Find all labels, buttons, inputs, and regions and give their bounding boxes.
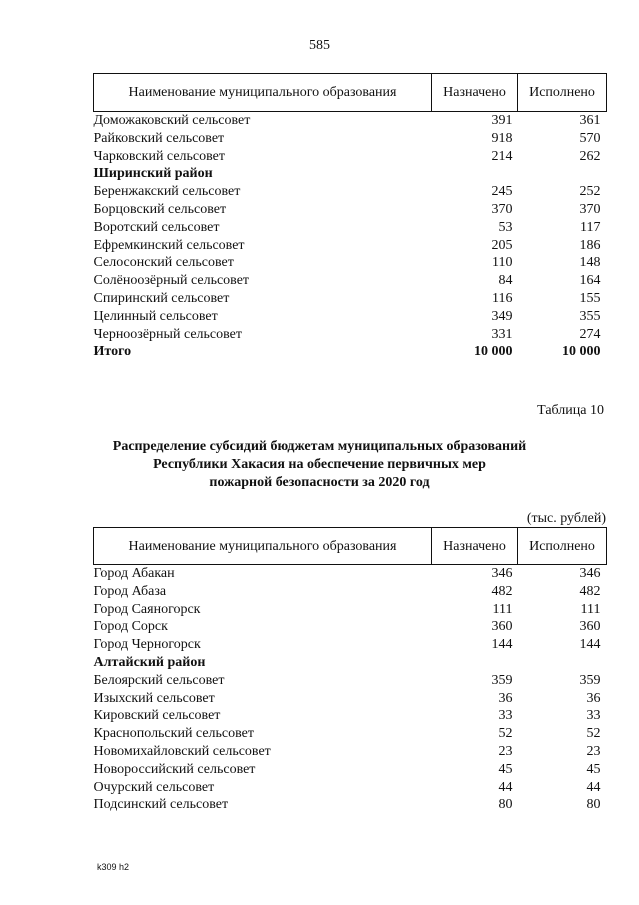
table-row: [94, 618, 607, 636]
row-executed: 23: [586, 743, 601, 759]
row-assigned: 918: [491, 130, 513, 146]
row-executed: 346: [579, 566, 601, 581]
row-name: Город Черногорск: [93, 637, 201, 653]
row-executed: 252: [579, 184, 601, 200]
table-row: [94, 725, 607, 743]
row-assigned: 10 000: [474, 344, 513, 360]
row-assigned: 52: [498, 726, 513, 742]
subsidy-table-continued: [93, 73, 607, 361]
table-row: [94, 690, 607, 708]
row-executed: 117: [580, 219, 601, 235]
row-name: Город Абаза: [93, 583, 167, 599]
row-assigned: 111: [492, 601, 513, 617]
table-body: [94, 112, 607, 362]
row-name: Итого: [93, 344, 132, 360]
table-row: [94, 290, 607, 308]
row-assigned: 144: [491, 637, 513, 653]
row-assigned: 80: [498, 797, 513, 813]
row-name: Целинный сельсовет: [93, 308, 218, 324]
row-assigned: 33: [498, 708, 513, 724]
row-name: Чарковский сельсовет: [93, 148, 225, 164]
row-executed: 274: [579, 326, 601, 342]
row-executed: 370: [579, 201, 601, 217]
row-executed: 482: [579, 583, 601, 599]
header-municipality: Наименование муниципального образования: [94, 74, 432, 112]
row-name: Кировский сельсовет: [93, 708, 221, 724]
row-name: Беренжакский сельсовет: [93, 184, 241, 200]
row-name: Ефремкинский сельсовет: [93, 237, 245, 253]
row-assigned: 370: [491, 201, 513, 217]
table-section-row: [94, 654, 607, 672]
row-assigned: 110: [492, 255, 513, 271]
row-assigned: 45: [498, 761, 513, 777]
row-executed: 45: [586, 761, 601, 777]
table-row: [94, 254, 607, 272]
table-section-row: [94, 343, 607, 361]
row-assigned: [432, 654, 518, 672]
row-name: Новомихайловский сельсовет: [93, 743, 271, 759]
table-row: [94, 272, 607, 290]
row-executed: 111: [580, 601, 601, 617]
table-row: [94, 636, 607, 654]
row-name: Белоярский сельсовет: [93, 672, 225, 688]
row-name: Селосонский сельсовет: [93, 255, 234, 271]
row-name: Воротский сельсовет: [93, 219, 220, 235]
table-row: [94, 237, 607, 255]
subsidy-table-2020: [93, 527, 607, 814]
row-assigned: 53: [498, 219, 513, 235]
row-assigned: 359: [491, 672, 513, 688]
row-assigned: 205: [491, 237, 513, 253]
row-name: Подсинский сельсовет: [93, 797, 229, 813]
row-name: Город Абакан: [93, 566, 175, 581]
row-executed: 570: [579, 130, 601, 146]
row-assigned: 214: [491, 148, 513, 164]
row-name: Алтайский район: [93, 654, 206, 670]
table-row: [94, 743, 607, 761]
row-executed: 52: [586, 726, 601, 742]
row-executed: 144: [579, 637, 601, 653]
page-number: 585: [309, 38, 330, 53]
row-executed: [518, 654, 607, 672]
row-name: Райковский сельсовет: [93, 130, 225, 146]
header-municipality: Наименование муниципального образования: [94, 528, 432, 565]
row-assigned: 346: [491, 566, 513, 581]
table-row: [94, 130, 607, 148]
table-row: [94, 201, 607, 219]
row-executed: 155: [579, 290, 601, 306]
row-assigned: 245: [491, 184, 513, 200]
caption-line: Распределение субсидий бюджетам муниципальных образований: [112, 439, 527, 454]
header-assigned: Назначено: [432, 74, 518, 112]
row-assigned: 482: [491, 583, 513, 599]
row-executed: 361: [579, 113, 601, 128]
caption-line: пожарной безопасности за 2020 год: [209, 475, 430, 490]
table-caption: [0, 438, 639, 492]
table-row: [94, 565, 607, 583]
table-row: [94, 112, 607, 130]
row-executed: [518, 165, 607, 183]
row-name: Спиринский сельсовет: [93, 290, 230, 306]
row-assigned: 391: [491, 113, 513, 128]
units-label: (тыс. рублей): [526, 511, 606, 526]
table-row: [94, 796, 607, 814]
row-name: Краснопольский сельсовет: [93, 726, 254, 742]
table-row: [94, 761, 607, 779]
table-row: [94, 148, 607, 166]
row-executed: 359: [579, 672, 601, 688]
header-assigned: Назначено: [432, 528, 518, 565]
row-name: Очурский сельсовет: [93, 779, 215, 795]
table-row: [94, 601, 607, 619]
table-number: Таблица 10: [537, 403, 604, 418]
row-executed: 80: [586, 797, 601, 813]
row-assigned: 84: [498, 273, 513, 289]
footer-code: k309 h2: [97, 862, 130, 872]
row-assigned: 36: [498, 690, 513, 706]
row-assigned: 349: [491, 308, 513, 324]
row-assigned: 116: [492, 290, 513, 306]
table-row: [94, 583, 607, 601]
table-row: [94, 219, 607, 237]
row-name: Город Сорск: [93, 619, 168, 635]
table-header-row: [94, 74, 607, 112]
row-assigned: [432, 165, 518, 183]
row-name: Город Саяногорск: [93, 601, 201, 617]
row-executed: 148: [579, 255, 601, 271]
table-row: [94, 183, 607, 201]
row-executed: 186: [579, 237, 601, 253]
row-executed: 262: [579, 148, 601, 164]
row-name: Солёноозёрный сельсовет: [93, 273, 250, 289]
row-executed: 44: [586, 779, 601, 795]
row-executed: 33: [586, 708, 601, 724]
row-assigned: 331: [491, 326, 513, 342]
row-name: Борцовский сельсовет: [93, 201, 227, 217]
table-row: [94, 308, 607, 326]
table-row: [94, 707, 607, 725]
row-assigned: 23: [498, 743, 513, 759]
table-header-row: [94, 528, 607, 565]
row-executed: 10 000: [562, 344, 601, 360]
row-name: Черноозёрный сельсовет: [93, 326, 242, 342]
table-row: [94, 326, 607, 344]
table-body: [94, 565, 607, 815]
row-name: Ширинский район: [93, 166, 213, 182]
row-name: Изыхский сельсовет: [93, 690, 215, 706]
row-name: Доможаковский сельсовет: [93, 113, 251, 128]
header-executed: Исполнено: [518, 74, 607, 112]
table-row: [94, 779, 607, 797]
row-assigned: 44: [498, 779, 513, 795]
row-assigned: 360: [491, 619, 513, 635]
table-section-row: [94, 165, 607, 183]
row-executed: 355: [579, 308, 601, 324]
row-name: Новороссийский сельсовет: [93, 761, 256, 777]
table-row: [94, 672, 607, 690]
row-executed: 360: [579, 619, 601, 635]
header-executed: Исполнено: [518, 528, 607, 565]
row-executed: 164: [579, 273, 601, 289]
caption-line: Республики Хакасия на обеспечение первичных мер: [153, 457, 486, 472]
row-executed: 36: [586, 690, 601, 706]
